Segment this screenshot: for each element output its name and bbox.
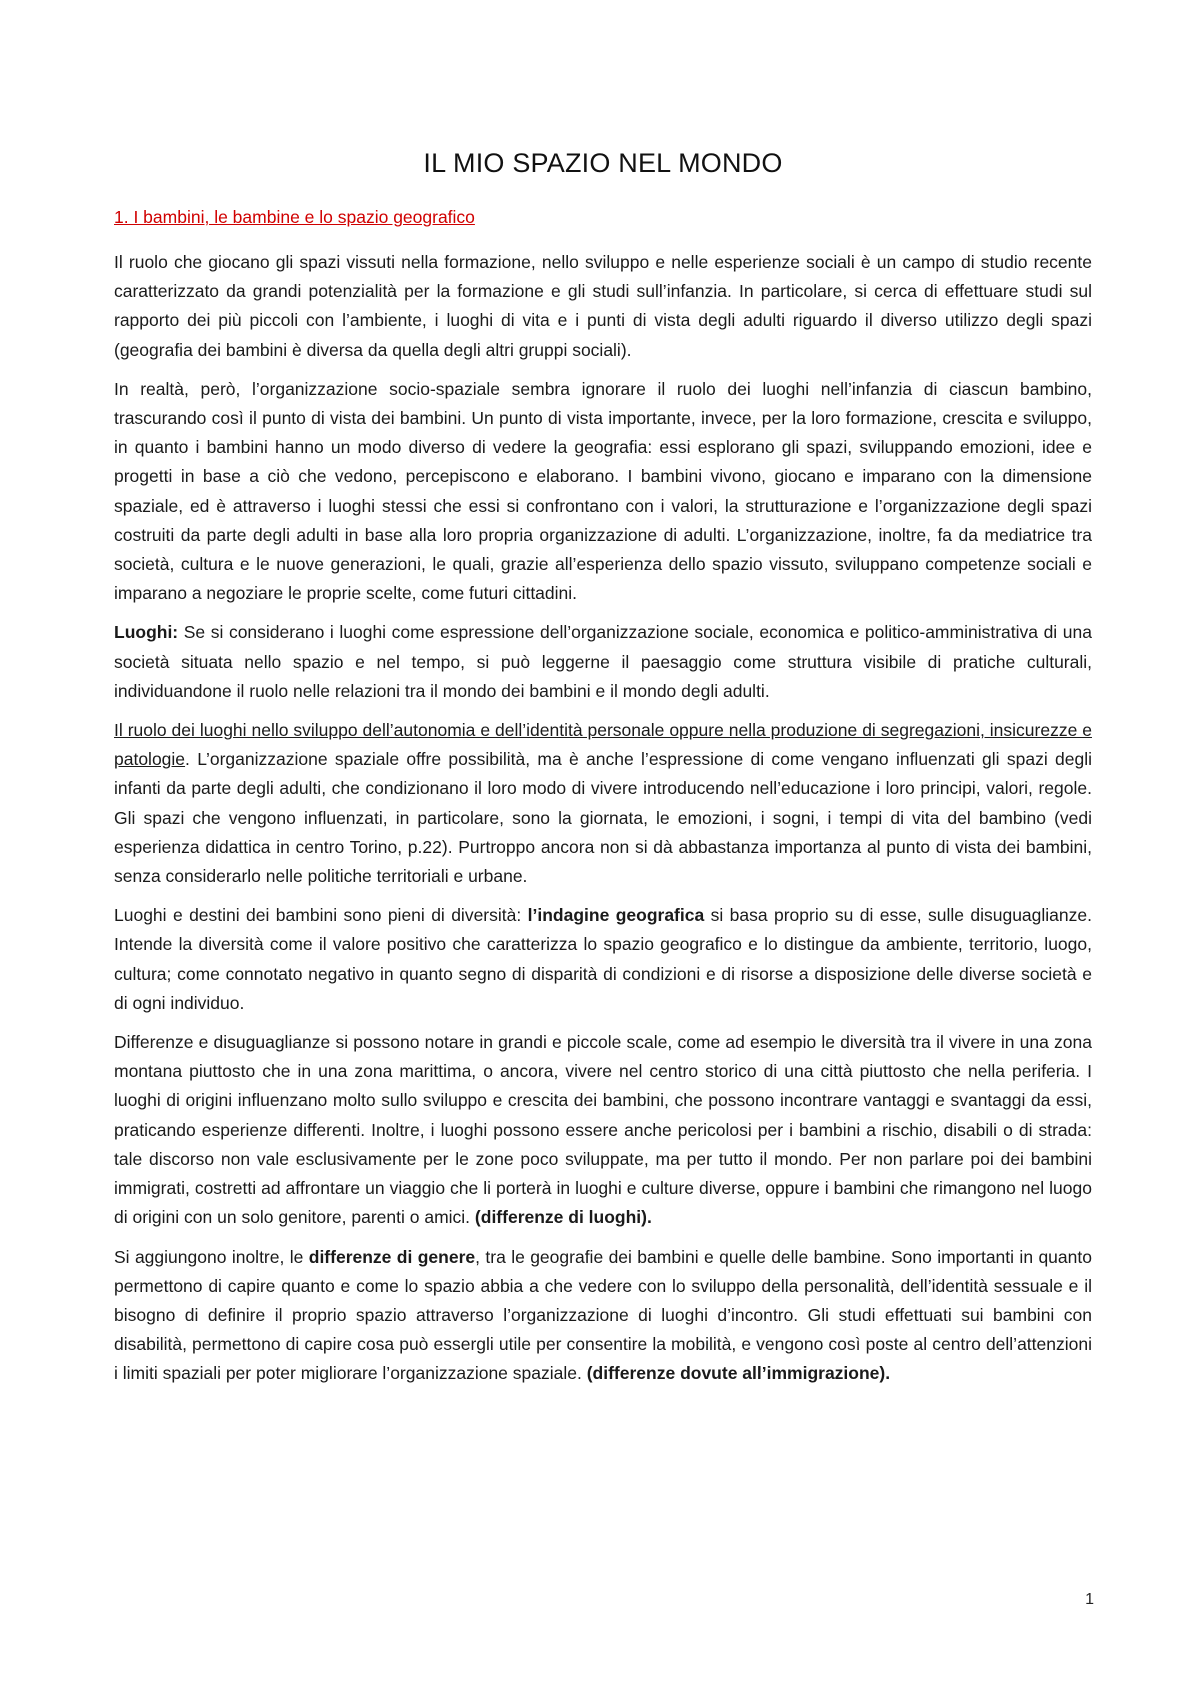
document-title: IL MIO SPAZIO NEL MONDO xyxy=(423,148,783,178)
paragraph-5-bold: l’indagine geografica xyxy=(527,905,705,926)
paragraph-5 xyxy=(114,901,1092,1018)
section-heading-text: 1. I bambini, le bambine e lo spazio geografico xyxy=(114,207,475,227)
paragraph-6-text: Differenze e disuguaglianze si possono notare in grandi e piccole scale, come ad esempio le diversità tra il vivere in una zona montana piuttosto che in una zona marittima, o ancora, vivere nel centro storico di una città piuttosto che nella periferia. I luoghi di origini influenzano molto sullo sviluppo e crescita dei bambini, che possono incontrare vantaggi e svantaggi da essi, praticando esperienze differenti. Inoltre, i luoghi possono essere anche pericolosi per i bambini a rischio, disabili o di strada: tale discorso non vale esclusivamente per le zone poco sviluppate, ma per tutto il mondo. Per non parlare poi dei bambini immigrati, costretti ad affrontare un viaggio che li porterà in luoghi e culture diverse, oppure i bambini che rimangono nel luogo di origini con un solo genitore, parenti o amici. xyxy=(114,1032,1092,1228)
page-number: 1 xyxy=(1085,1591,1094,1608)
section-heading xyxy=(114,207,1092,228)
paragraph-4 xyxy=(114,716,1092,891)
paragraph-7 xyxy=(114,1243,1092,1389)
paragraph-7-mid: , tra le geografie dei bambini e quelle delle bambine. Sono importanti in quanto permettono di capire quanto e come lo spazio abbia a che vedere con lo sviluppo della personalità, dell’identità sessuale e il bisogno di definire il proprio spazio attraverso l’organizzazione di luoghi d’incontro. Gli studi effettuati sui bambini con disabilità, permettono di capire cosa può essergli utile per consentire la mobilità, e vengono così poste al centro dell’attenzioni i limiti spaziali per poter migliorare l’organizzazione spaziale. xyxy=(114,1246,1092,1384)
paragraph-5-start: Luoghi e destini dei bambini sono pieni di diversità: xyxy=(114,905,522,926)
paragraph-2-text: In realtà, però, l’organizzazione socio-spaziale sembra ignorare il ruolo dei luoghi nell’infanzia di ciascun bambino, trascurando così il punto di vista dei bambini. Un punto di vista importante, invece, per la loro formazione, crescita e sviluppo, in quanto i bambini hanno un modo diverso di vedere la geografia: essi esplorano gli spazi, sviluppando emozioni, idee e progetti in base a ciò che vedono, percepiscono e elaborano. I bambini vivono, giocano e imparano con la dimensione spaziale, ed è attraverso i luoghi stessi che essi si confrontano con i valori, la strutturazione e l’organizzazione degli spazi costruiti da parte degli adulti in base alla loro propria organizzazione di adulti. L’organizzazione, inoltre, fa da mediatrice tra società, cultura e le nuove generazioni, le quali, grazie all’esperienza dello spazio vissuto, sviluppano competenze sociali e imparano a negoziare le proprie scelte, come futuri cittadini. xyxy=(114,378,1092,604)
paragraph-5-end: si basa proprio su di esse, sulle disuguaglianze. Intende la diversità come il valore positivo che caratterizza lo spazio geografico e lo distingue da ambiente, territorio, luogo, cultura; come connotato negativo in quanto segno di disparità di condizioni e di risorse a disposizione delle diverse società e di ogni individuo. xyxy=(114,905,1092,1013)
paragraph-6 xyxy=(114,1028,1092,1232)
paragraph-7-bold-end: (differenze dovute all’immigrazione). xyxy=(586,1363,891,1384)
paragraph-2 xyxy=(114,375,1092,609)
paragraph-3-text: Se si considerano i luoghi come espressione dell’organizzazione sociale, economica e politico-amministrativa di una società situata nello spazio e nel tempo, si può leggerne il paesaggio come struttura visibile di pratiche culturali, individuandone il ruolo nelle relazioni tra il mondo dei bambini e il mondo degli adulti. xyxy=(114,622,1092,701)
paragraph-4-underlined: Il ruolo dei luoghi nello sviluppo dell’autonomia e dell’identità personale oppure nella produzione di segregazioni, insicurezze e patologie xyxy=(114,720,1092,770)
paragraph-7-bold: differenze di genere xyxy=(308,1246,476,1267)
document-body xyxy=(114,148,1092,1399)
paragraph-6-bold: (differenze di luoghi). xyxy=(474,1207,652,1228)
paragraph-3 xyxy=(114,618,1092,706)
paragraph-7-start: Si aggiungono inoltre, le xyxy=(114,1246,304,1267)
paragraph-1-text: Il ruolo che giocano gli spazi vissuti nella formazione, nello sviluppo e nelle esperienze sociali è un campo di studio recente caratterizzato da grandi potenzialità per la formazione e gli studi sull’infanzia. In particolare, si cerca di effettuare studi sul rapporto dei più piccoli con l’ambiente, i luoghi di vita e i punti di vista degli adulti riguardo il diverso utilizzo degli spazi (geografia dei bambini è diversa da quella degli altri gruppi sociali). xyxy=(114,252,1092,360)
paragraph-1 xyxy=(114,248,1092,365)
paragraph-3-label: Luoghi: xyxy=(114,622,179,643)
paragraph-4-text: . L’organizzazione spaziale offre possibilità, ma è anche l’espressione di come vengano influenzati gli spazi degli infanti da parte degli adulti, che condizionano il loro modo di vivere introducendo nell’educazione i loro principi, valori, regole. Gli spazi che vengono influenzati, in particolare, sono la giornata, le emozioni, i sogni, i tempi di vita del bambino (vedi esperienza didattica in centro Torino, p.22). Purtroppo ancora non si dà abbastanza importanza al punto di vista dei bambini, senza considerarlo nelle politiche territoriali e urbane. xyxy=(114,749,1092,887)
